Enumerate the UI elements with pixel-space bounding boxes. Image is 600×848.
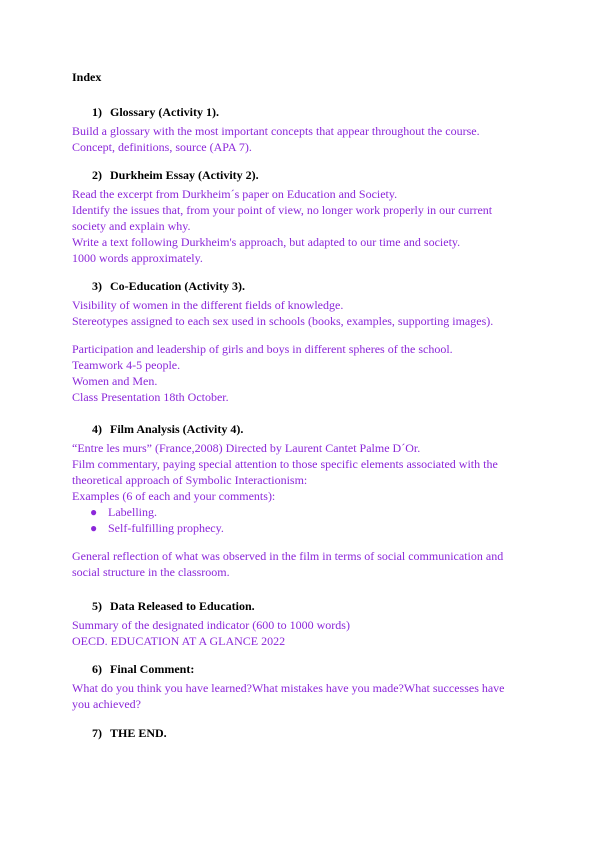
section-title: Final Comment: [110, 662, 195, 676]
body-line: social structure in the classroom. [72, 565, 230, 579]
bullet-item [72, 504, 542, 520]
section-2 [72, 167, 542, 266]
body-line: Build a glossary with the most important concepts that appear throughout the course. [72, 124, 480, 138]
section-heading [72, 661, 542, 677]
bullet-dot-icon: ● [90, 521, 98, 535]
body-line: Examples (6 of each and your comments): [72, 489, 276, 503]
body-line: 1000 words approximately. [72, 251, 203, 265]
body-line: Teamwork 4-5 people. [72, 358, 181, 372]
section-heading [72, 421, 542, 437]
section-heading [72, 725, 542, 741]
section-heading [72, 167, 542, 183]
body-line: Summary of the designated indicator (600 to 1000 words) [72, 618, 350, 632]
body-line: Film commentary, paying special attention to those specific elements associated with the [72, 457, 498, 471]
body-line: Participation and leadership of girls and boys in different spheres of the school. [72, 342, 453, 356]
body-line: Read the excerpt from Durkheim´s paper on Education and Society. [72, 187, 398, 201]
body-line: Visibility of women in the different fields of knowledge. [72, 298, 344, 312]
body-line: Class Presentation 18th October. [72, 390, 229, 404]
body-line: society and explain why. [72, 219, 191, 233]
section-title: Data Released to Education. [110, 599, 255, 613]
bullet-item [72, 520, 542, 536]
body-line: Concept, definitions, source (APA 7). [72, 140, 252, 154]
section-heading [72, 278, 542, 294]
section-title: Glossary (Activity 1). [110, 105, 219, 119]
body-line: Women and Men. [72, 374, 158, 388]
section-heading [72, 104, 542, 120]
bullet-text: Self-fulfilling prophecy. [108, 521, 224, 535]
section-1 [72, 104, 542, 155]
section-number: 6) [92, 662, 102, 676]
section-5 [72, 598, 542, 649]
index-title: Index [72, 70, 102, 84]
section-number: 5) [92, 599, 102, 613]
section-title: Film Analysis (Activity 4). [110, 422, 244, 436]
section-6 [72, 661, 542, 712]
section-title: Co-Education (Activity 3). [110, 279, 245, 293]
section-3 [72, 278, 542, 405]
section-number: 7) [92, 726, 102, 740]
section-4 [72, 421, 542, 580]
section-number: 3) [92, 279, 102, 293]
section-title: THE END. [110, 726, 167, 740]
body-line: you achieved? [72, 697, 141, 711]
body-line: What do you think you have learned?What mistakes have you made?What successes have [72, 681, 505, 695]
body-line: Identify the issues that, from your point of view, no longer work properly in our current [72, 203, 493, 217]
section-number: 2) [92, 168, 102, 182]
section-number: 4) [92, 422, 102, 436]
body-line: theoretical approach of Symbolic Interactionism: [72, 473, 308, 487]
bullet-text: Labelling. [108, 505, 157, 519]
body-line: Write a text following Durkheim's approach, but adapted to our time and society. [72, 235, 461, 249]
body-line: General reflection of what was observed in the film in terms of social communication and [72, 549, 504, 563]
section-number: 1) [92, 105, 102, 119]
body-line: “Entre les murs” (France,2008) Directed by Laurent Cantet Palme D´Or. [72, 441, 421, 455]
body-line: Stereotypes assigned to each sex used in schools (books, examples, supporting images). [72, 314, 494, 328]
body-line: OECD. EDUCATION AT A GLANCE 2022 [72, 634, 286, 648]
section-title: Durkheim Essay (Activity 2). [110, 168, 259, 182]
bullet-dot-icon: ● [90, 505, 98, 519]
section-7 [72, 725, 542, 744]
section-heading [72, 598, 542, 614]
